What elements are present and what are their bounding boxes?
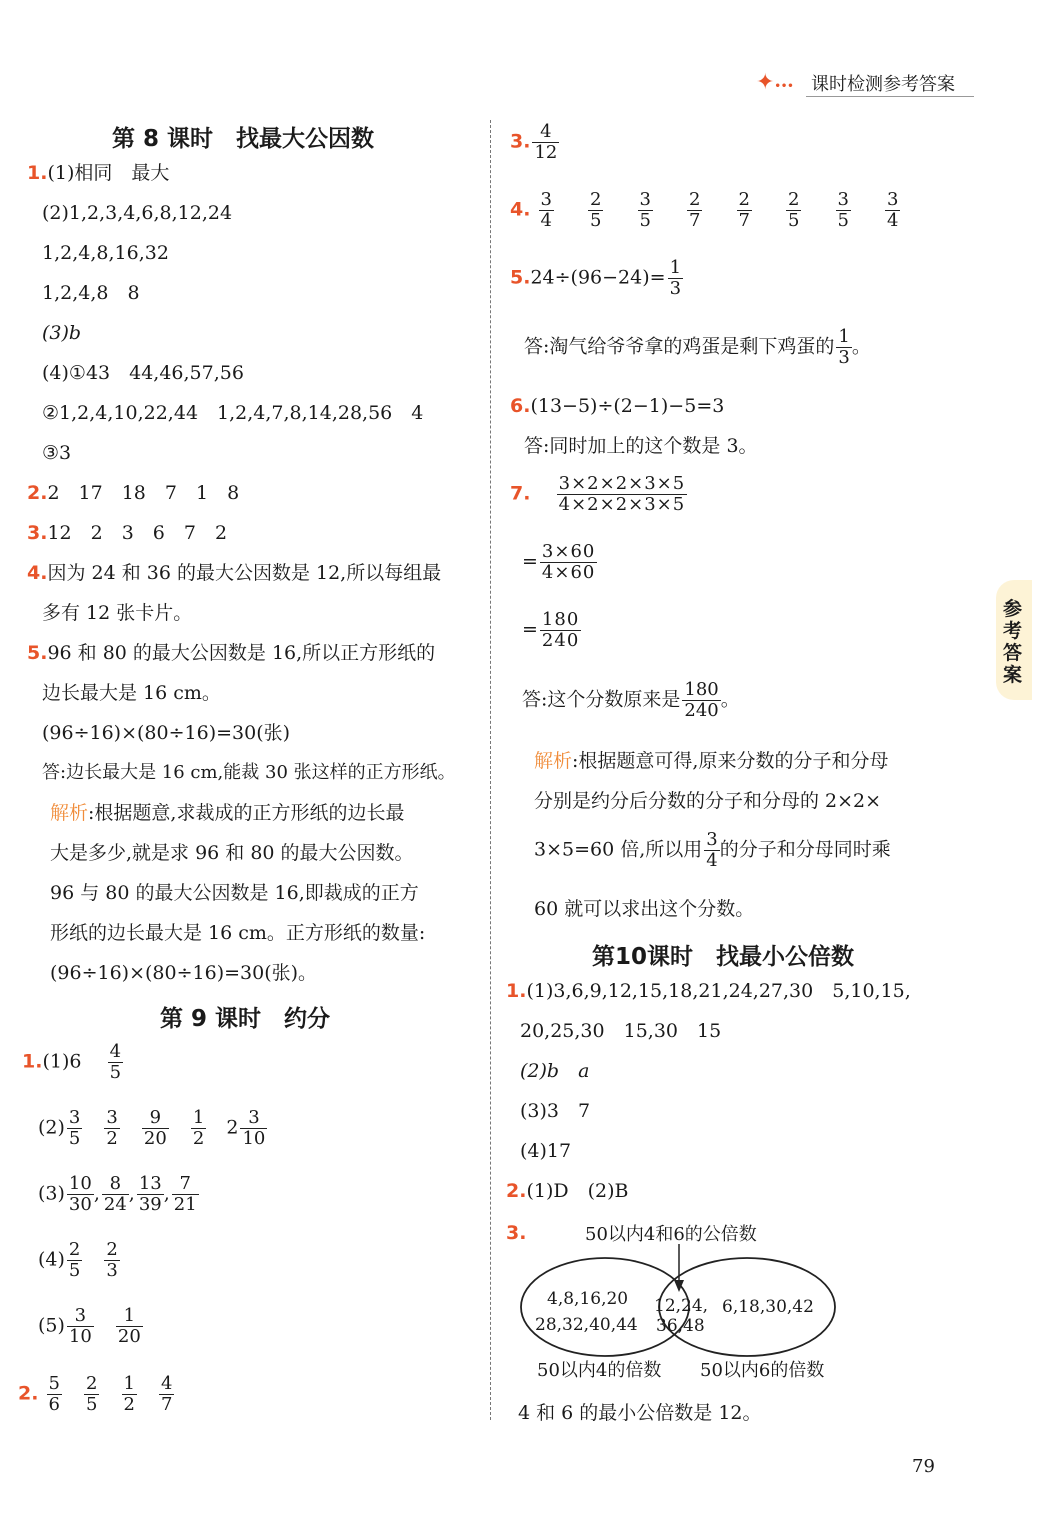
header-title: 课时检测参考答案 xyxy=(811,74,955,95)
answer-text: 12 2 3 6 7 2 xyxy=(47,522,228,544)
analysis-line: 大是多少,就是求 96 和 80 的最大公因数。 xyxy=(50,842,414,864)
answer-row xyxy=(510,190,914,231)
answer-text: (5) xyxy=(38,1314,65,1337)
answer-row xyxy=(522,680,740,721)
fraction: $\frac{3}{4}$ xyxy=(887,189,899,231)
answer-line: 答:边长最大是 16 cm,能裁 30 张这样的正方形纸。 xyxy=(42,762,456,783)
answer-row xyxy=(18,1374,188,1415)
fraction: $\frac{3}{5}$ xyxy=(639,189,651,231)
question-number: 1. xyxy=(27,162,48,184)
header-underline xyxy=(806,96,974,97)
analysis-line: 60 就可以求出这个分数。 xyxy=(534,898,755,920)
answer-line xyxy=(27,160,169,186)
answer-line xyxy=(506,1178,628,1204)
fraction: $\frac{2}{5}$ xyxy=(590,189,602,231)
venn-middle-values: 12,24, xyxy=(654,1296,709,1316)
fraction: $\frac{2}{7}$ xyxy=(689,189,701,231)
answer-text: (1)D (2)B xyxy=(526,1180,629,1202)
equals-sign: = xyxy=(522,618,538,641)
fraction: $\frac{1}{2}$ xyxy=(123,1373,135,1415)
answer-text: 96 和 80 的最大公因数是 16,所以正方形纸的 xyxy=(47,642,436,664)
answer-line: 1,2,4,8,16,32 xyxy=(42,242,169,264)
answer-line: 答:同时加上的这个数是 3。 xyxy=(524,435,758,457)
question-number: 2. xyxy=(506,1180,527,1202)
analysis-text: :根据题意可得,原来分数的分子和分母 xyxy=(572,750,889,772)
analysis-line xyxy=(50,800,404,826)
fraction: $\frac{2}{5}$ xyxy=(86,1373,98,1415)
fraction: $\frac{2}{5}$ xyxy=(788,189,800,231)
fraction: $\frac{2}{5}$ xyxy=(68,1239,81,1281)
answer-line xyxy=(510,393,724,419)
answer-line xyxy=(27,560,441,586)
lesson10-title: 第10课时 找最小公倍数 xyxy=(592,944,855,970)
fraction: $\frac{5}{6}$ xyxy=(48,1373,60,1415)
header-decoration: ✦••• xyxy=(756,70,794,95)
answer-text: (2) xyxy=(38,1116,65,1139)
answer-row: (3) $\frac{10}{30}$ , $\frac{8}{24}$ , $\frac{13}{39}$ , $\frac{7}{21}$ xyxy=(38,1173,197,1215)
question-number: 1. xyxy=(22,1050,43,1073)
answer-text: (13−5)÷(2−1)−5=3 xyxy=(530,395,725,417)
answer-line: 1,2,4,8 8 xyxy=(42,282,140,304)
lesson9-title: 第 9 课时 约分 xyxy=(160,1006,331,1032)
answer-row xyxy=(38,1306,157,1347)
answer-line: (3)b xyxy=(42,322,82,344)
fraction: $\frac{3}{4}$ xyxy=(540,189,552,231)
analysis-line: 形纸的边长最大是 16 cm。正方形纸的数量: xyxy=(50,922,426,944)
answer-text: 24÷(96−24)= xyxy=(530,266,666,289)
answer-text: 。 xyxy=(720,688,740,711)
answer-line: ③3 xyxy=(42,442,72,464)
answer-text: 因为 24 和 36 的最大公因数是 12,所以每组最 xyxy=(47,562,442,584)
fraction: $\frac{2}{7}$ xyxy=(738,189,750,231)
equals-sign: = xyxy=(522,550,538,573)
fraction: $\frac{2}{3}$ xyxy=(106,1239,118,1281)
analysis-line: (96÷16)×(80÷16)=30(张)。 xyxy=(50,962,318,984)
answer-row xyxy=(510,474,701,515)
answer-row xyxy=(510,258,697,299)
venn-left-label: 50以内4的倍数 xyxy=(537,1360,662,1381)
fraction: $\frac{3}{2}$ xyxy=(106,1107,118,1149)
question-number: 3. xyxy=(510,130,531,153)
venn-right-values: 6,18,30,42 xyxy=(722,1297,814,1317)
answer-text: (1)3,6,9,12,15,18,21,24,27,30 5,10,15, xyxy=(526,980,911,1002)
answer-text: (3) xyxy=(38,1182,65,1205)
mixed-whole: 2 xyxy=(226,1116,239,1139)
answer-row xyxy=(510,122,573,163)
answer-text: (4) xyxy=(38,1248,65,1271)
answer-text: 答:淘气给爷爷拿的鸡蛋是剩下鸡蛋的 xyxy=(524,335,835,358)
question-number: 5. xyxy=(27,642,48,664)
question-number: 3. xyxy=(506,1222,527,1244)
page-number: 79 xyxy=(912,1456,935,1477)
analysis-line: 96 与 80 的最大公因数是 16,即裁成的正方 xyxy=(50,882,419,904)
fraction: $\frac{180}{240}$ xyxy=(541,609,580,651)
fraction: $\frac{7}{21}$ xyxy=(173,1173,197,1215)
answer-text: 2 17 18 7 1 8 xyxy=(47,482,240,504)
analysis-line xyxy=(534,748,888,774)
question-number: 4. xyxy=(510,198,531,221)
answer-line: 4 和 6 的最小公倍数是 12。 xyxy=(518,1402,762,1424)
answer-text: 答:这个分数原来是 xyxy=(522,688,681,711)
fraction: $\frac{1}{3}$ xyxy=(669,257,682,299)
analysis-label: 解析 xyxy=(534,750,573,772)
answer-line xyxy=(27,520,227,546)
answer-text: 。 xyxy=(851,335,871,358)
question-number: 5. xyxy=(510,266,531,289)
fraction: $\frac{9}{20}$ xyxy=(143,1107,167,1149)
answer-line xyxy=(27,640,435,666)
venn-left-values: 28,32,40,44 xyxy=(535,1315,638,1335)
answer-row xyxy=(38,1108,281,1149)
question-number: 2. xyxy=(27,482,48,504)
question-number: 1. xyxy=(506,980,527,1002)
question-number: 7. xyxy=(510,482,531,505)
answer-row xyxy=(524,327,871,368)
fraction: $\frac{3\times 60}{4\times 60}$ xyxy=(541,541,596,583)
answer-line xyxy=(27,480,239,506)
fraction: $\frac{3}{5}$ xyxy=(68,1107,81,1149)
answer-line: (2)1,2,3,4,6,8,12,24 xyxy=(42,202,233,224)
answer-line: (96÷16)×(80÷16)=30(张) xyxy=(42,722,291,744)
fraction: $\frac{3}{4}$ xyxy=(706,829,718,871)
answer-line xyxy=(506,978,911,1004)
question-number: 6. xyxy=(510,395,531,417)
analysis-line xyxy=(534,830,891,871)
fraction: $\frac{3}{10}$ xyxy=(68,1305,92,1347)
fraction: $\frac{13}{39}$ xyxy=(138,1173,162,1215)
answer-line: ②1,2,4,10,22,44 1,2,4,7,8,14,28,56 4 xyxy=(42,402,424,424)
answer-text: (1)相同 最大 xyxy=(47,162,170,184)
venn-right-label: 50以内6的倍数 xyxy=(700,1360,825,1381)
answer-text: (1)6 xyxy=(42,1050,82,1073)
venn-left-values: 4,8,16,20 xyxy=(547,1289,629,1309)
fraction: $\frac{10}{30}$ xyxy=(68,1173,92,1215)
answer-line: (4)①43 44,46,57,56 xyxy=(42,362,244,384)
fraction: $\frac{3\times 2\times 2\times 3\times 5}{4\times 2\times 2\times 3\times 5}$ xyxy=(558,473,686,515)
question-number: 4. xyxy=(27,562,48,584)
venn-arrow-head xyxy=(674,1280,684,1292)
venn-middle-values: 36,48 xyxy=(656,1316,705,1336)
fraction: $\frac{4}{12}$ xyxy=(534,121,558,163)
answer-row xyxy=(522,610,595,651)
answer-line: 边长最大是 16 cm。 xyxy=(42,682,221,704)
answer-row xyxy=(22,1042,137,1083)
fraction: $\frac{1}{2}$ xyxy=(192,1107,205,1149)
fraction: $\frac{1}{3}$ xyxy=(838,326,850,368)
answer-row xyxy=(522,542,611,583)
analysis-line: 分别是约分后分数的分子和分母的 2×2× xyxy=(534,790,882,812)
analysis-text: :根据题意,求裁成的正方形纸的边长最 xyxy=(88,802,405,824)
fraction: $\frac{8}{24}$ xyxy=(103,1173,127,1215)
answer-line: (3)3 7 xyxy=(520,1100,591,1122)
answer-line: (2)b a xyxy=(520,1060,590,1082)
fraction: $\frac{3}{10}$ xyxy=(242,1107,266,1149)
answer-line: 20,25,30 15,30 15 xyxy=(520,1020,722,1042)
fraction: $\frac{3}{5}$ xyxy=(837,189,849,231)
fraction: $\frac{1}{20}$ xyxy=(117,1305,141,1347)
column-divider xyxy=(490,120,491,1420)
side-tab-label: 参考答案 xyxy=(1003,598,1023,686)
answer-row xyxy=(38,1240,134,1281)
analysis-label: 解析 xyxy=(50,802,89,824)
analysis-text: 的分子和分母同时乘 xyxy=(719,838,891,861)
fraction: $\frac{4}{5}$ xyxy=(109,1041,122,1083)
venn-top-label: 50以内4和6的公倍数 xyxy=(585,1224,757,1245)
fraction: $\frac{180}{240}$ xyxy=(684,679,719,721)
fraction: $\frac{4}{7}$ xyxy=(161,1373,173,1415)
answer-line: 多有 12 张卡片。 xyxy=(42,602,193,624)
analysis-text: 3×5=60 倍,所以用 xyxy=(534,838,703,861)
question-number: 3. xyxy=(27,522,48,544)
answer-line: (4)17 xyxy=(520,1140,572,1162)
lesson8-title: 第 8 课时 找最大公因数 xyxy=(112,126,375,152)
question-number: 2. xyxy=(18,1382,39,1405)
